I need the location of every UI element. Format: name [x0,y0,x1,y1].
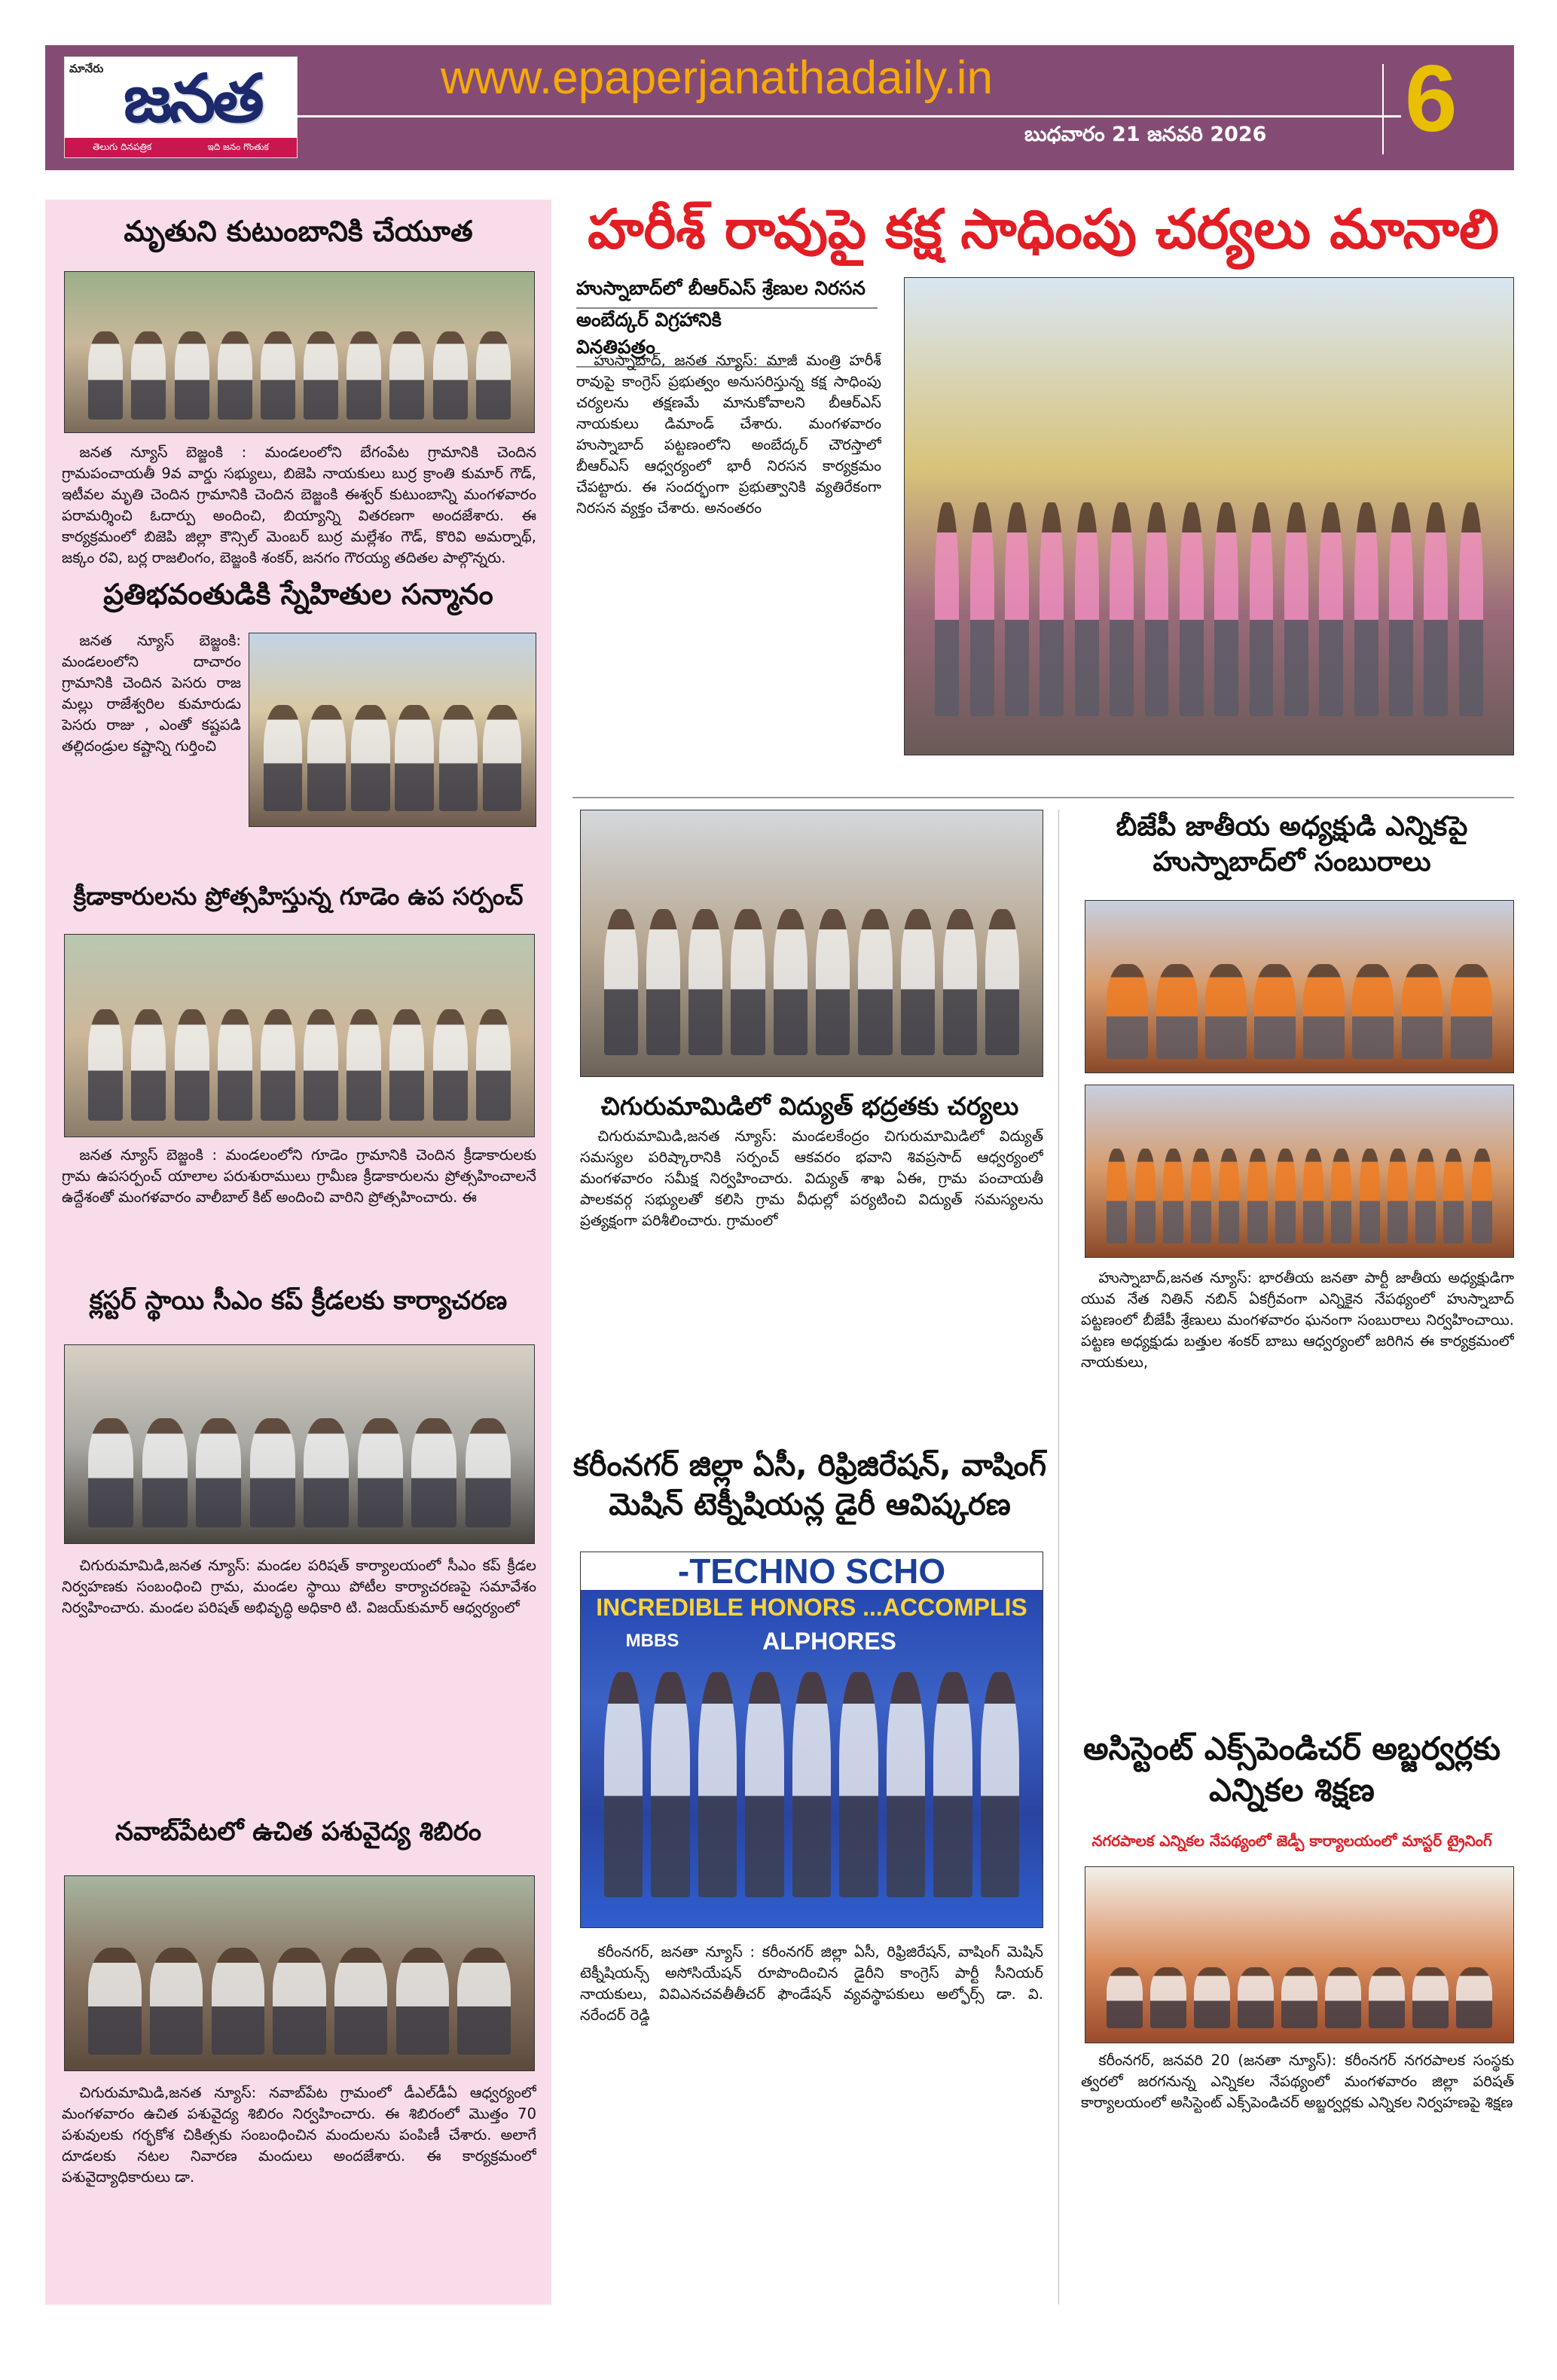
article-body: కరీంనగర్, జనవరి 20 (జనతా న్యూస్): కరీంనగర్ నగరపాలక సంస్థకు త్వరలో జరగనున్న ఎన్నికల నేపథ్యంలో మంగళవారం జిల్లా పరిషత్ కార్యాలయంలో అసిస్టెంట్ ఎక్స్‌పెండిచర్ అబ్జర్వర్లకు ఎన్నికల నిర్వహణపై శిక్షణ [1081,2052,1514,2111]
photo-banner-text: INCREDIBLE HONORS ...ACCOMPLIS [596,1594,1027,1621]
lead-subheadline: హుస్నాబాద్‌లో బీఆర్ఎస్ శ్రేణుల నిరసన [576,277,878,309]
article-photo [1085,1866,1514,2043]
left-column-panel [45,200,551,2305]
logo-left-tag: తెలుగు దినపత్రిక [93,141,152,152]
article-headline: ప్రతిభవంతుడికి స్నేహితుల సన్మానం [103,578,493,611]
section-divider [572,797,1514,798]
article-photo [1085,1085,1514,1258]
article-body: చిగురుమామిడి,జనత న్యూస్: నవాబ్‌పేట గ్రామంలో డీఎల్‌డీఏ ఆధ్వర్యంలో మంగళవారం ఉచిత పశువైద్య శిబిరం నిర్వహించారు. ఈ శిబిరంలో మొత్తం 70 పశువులకు గర్భకోశ చికిత్సకు సంబంధించిన మందులను పంపిణీ చేశారు. అలాగే దూడలకు నటల నివారణ మందులు అందజేశారు. ఈ కార్యక్రమంలో పశువైద్యాధికారులు డా. [62,2084,536,2186]
logo-prefix: మానేరు [69,62,104,75]
article-subheadline: నగరపాలక ఎన్నికల నేపథ్యంలో జెడ్పీ కార్యాలయంలో మాస్టర్ ట్రైనింగ్ [1091,1832,1492,1850]
masthead [45,45,1514,170]
article-body: జనత న్యూస్ బెజ్జంకి : మండలంలోని గూడెం గ్రామానికి చెందిన క్రీడాకారులకు గ్రామ ఉపసర్పంచ్ యాలాల పరుశురాములు గ్రామీణ క్రీడాకారులను ప్రోత్సహించాలనే ఉద్దేశంతో మంగళవారం వాలీబాల్ కిట్ అందించి వారిని ప్రోత్సహించారు. ఈ [62,1146,536,1206]
photo-banner-text: ALPHORES [762,1628,896,1655]
article-body: జనత న్యూస్ బెజ్జంకి : మండలంలోని బేగంపేట గ్రామానికి చెందిన గ్రామపంచాయతీ 9వ వార్డు సభ్యులు, బిజెపి నాయకులు బుర్ర క్రాంతి కుమార్ గౌడ్, ఇటీవల మృతి చెందిన గ్రామానికి చెందిన బెజ్జంకి ఈశ్వర్ కుటుంబాన్ని మంగళవారం పరామర్శించి ఓదార్పు అందించి, బియ్యాన్ని వితరణగా అందజేశారు. ఈ కార్యక్రమంలో బిజెపి జిల్లా కౌన్సిల్ మెంబర్ బుర్ర మల్లేశం గౌడ్, కొరివి అమర్నాథ్, జక్కం రవి, బర్ల రాజలింగం, బెజ్జంకి శంకర్, జనగం గౌరయ్య తదితల పాల్గొన్నరు. [62,444,536,566]
column-divider [1058,810,1059,2305]
article-body: కరీంనగర్, జనతా న్యూస్ : కరీంనగర్ జిల్లా ఏసీ, రిఫ్రిజిరేషన్, వాషింగ్ మెషిన్ టెక్నీషియన్స్ అసోసియేషన్ రూపొందించిన డైరీని కాంగ్రెస్ పార్టీ సీనియర్ నాయకులు, వివిఎనచవతీతీచర్ ఫౌండేషన్ వ్యవస్థాపకులు అల్ఫోర్స్ డా. వి. నరేందర్ రెడ్డి [580,1943,1043,2024]
article-headline: నవాబ్‌పేటలో ఉచిత పశువైద్య శిబిరం [114,1817,481,1847]
article-photo [64,1344,535,1544]
article-body: జనత న్యూస్ బెజ్జంకి: మండలంలోని దాచారం గ్రామానికి చెందిన పెసరు రాజ మల్లు రాజేశ్వరిల కుమారుడు పెసరు రాజు , ఎంతో కష్టపడి తల్లిదండ్రుల కష్టాన్ని గుర్తించి [62,632,241,755]
article-headline: క్లస్టర్ స్థాయి సీఎం కప్ క్రీడలకు కార్యాచరణ [89,1286,508,1316]
article-headline: అసిస్టెంట్ ఎక్స్‌పెండిచర్ అబ్జర్వర్లకు ఎన్నికల శిక్షణ [1082,1730,1501,1808]
issue-date: బుధవారం 21 జనవరి 2026 [1024,123,1267,146]
article-photo [64,271,535,433]
article-headline: కరీంనగర్ జిల్లా ఏసీ, రిఫ్రిజిరేషన్, వాషింగ్ మెషిన్ టెక్నీషియన్ల డైరీ ఆవిష్కరణ [572,1448,1047,1522]
lead-photo [904,277,1514,755]
website-url[interactable]: www.epaperjanathadaily.in [441,52,993,104]
article-headline: క్రీడాకారులను ప్రోత్సహిస్తున్న గూడెం ఉప సర్పంచ్ [73,882,524,911]
article-photo [1085,900,1514,1073]
article-body: చిగురుమామిడి,జనత న్యూస్: మండలకేంద్రం చిగురుమామిడిలో విద్యుత్ సమస్యల పరిష్కారానికి సర్పంచ్ ఆకవరం భవాని శివప్రసాద్ ఆధ్వర్యంలో మంగళవారం సమీక్ష నిర్వహించారు. విద్యుత్ శాఖ ఏఈ, గ్రామ పంచాయతీ పాలకవర్గ సభ్యులతో కలిసి గ్రామ వీధుల్లో పర్యటించి విద్యుత్ సమస్యలను ప్రత్యక్షంగా పరిశీలించారు. గ్రామంలో [580,1127,1043,1229]
article-photo [64,1875,535,2071]
photo-banner-text: -TECHNO SCHO [581,1552,1043,1590]
article-headline: మృతుని కుటుంబానికి చేయూత [124,215,473,248]
article-body: చిగురుమామిడి,జనత న్యూస్: మండల పరిషత్ కార్యాలయంలో సీఎం కప్ క్రీడల నిర్వహణకు సంబంధించి గ్రామ, మండల స్థాయి పోటీల కార్యాచరణపై సమావేశం నిర్వహించారు. మండల పరిషత్ అభివృద్ధి అధికారి టి. విజయ్‌కుమార్ ఆధ్వర్యంలో [62,1557,536,1616]
page-number: 6 [1405,47,1458,151]
logo-tagline-band [65,138,297,157]
lead-headline: హరీశ్ రావుపై కక్ష సాధింపు చర్యలు మానాలి [588,197,1499,261]
article-photo [64,934,535,1137]
divider [1382,64,1384,154]
article-headline: బీజేపీ జాతీయ అధ్యక్షుడి ఎన్నికపై హుస్నాబాద్‌లో సంబురాలు [1116,811,1468,877]
photo-banner-text: MBBS [625,1631,679,1651]
logo-right-tag: ఇది జనం గొంతుక [207,141,269,152]
article-photo [580,1552,1043,1928]
article-headline: చిగురుమామిడిలో విద్యుత్ భద్రతకు చర్యలు [600,1091,1019,1121]
logo-title: జనత [124,59,261,137]
article-body: హుస్నాబాద్,జనత న్యూస్: భారతీయ జనతా పార్టీ జాతీయ అధ్యక్షుడిగా యువ నేత నితిన్ నబిన్ ఏకగ్రీవంగా ఎన్నికైన నేపథ్యంలో హుస్నాబాద్ పట్టణంలో బీజేపీ శ్రేణులు మంగళవారం ఘనంగా సంబురాలు నిర్వహించాయి. పట్టణ అధ్యక్షుడు బత్తుల శంకర్ బాబు ఆధ్వర్యంలో జరిగిన ఈ కార్యక్రమంలో నాయకులు, [1081,1269,1514,1371]
lead-body: హుస్నాబాద్, జనత న్యూస్: మాజీ మంత్రి హరీశ్ రావుపై కాంగ్రెస్ ప్రభుత్వం అనుసరిస్తున్న కక్ష సాధింపు చర్యలను తక్షణమే మానుకోవాలని బీఆర్ఎస్ నాయకులు డిమాండ్ చేశారు. మంగళవారం హుస్నాబాద్ పట్టణంలోని అంబేద్కర్ చౌరస్తాలో బీఆర్ఎస్ ఆధ్వర్యంలో భారీ నిరసన కార్యక్రమం చేపట్టారు. ఈ సందర్భంగా ప్రభుత్వానికి వ్యతిరేకంగా నిరసన వ్యక్తం చేశారు. అనంతరం [576,352,881,517]
divider [264,115,1401,117]
newspaper-logo [64,56,298,158]
lead-subheadline: అంబేద్కర్ విగ్రహానికి వినతిపత్రం [576,309,787,368]
article-photo [249,633,536,827]
article-photo [580,810,1043,1077]
